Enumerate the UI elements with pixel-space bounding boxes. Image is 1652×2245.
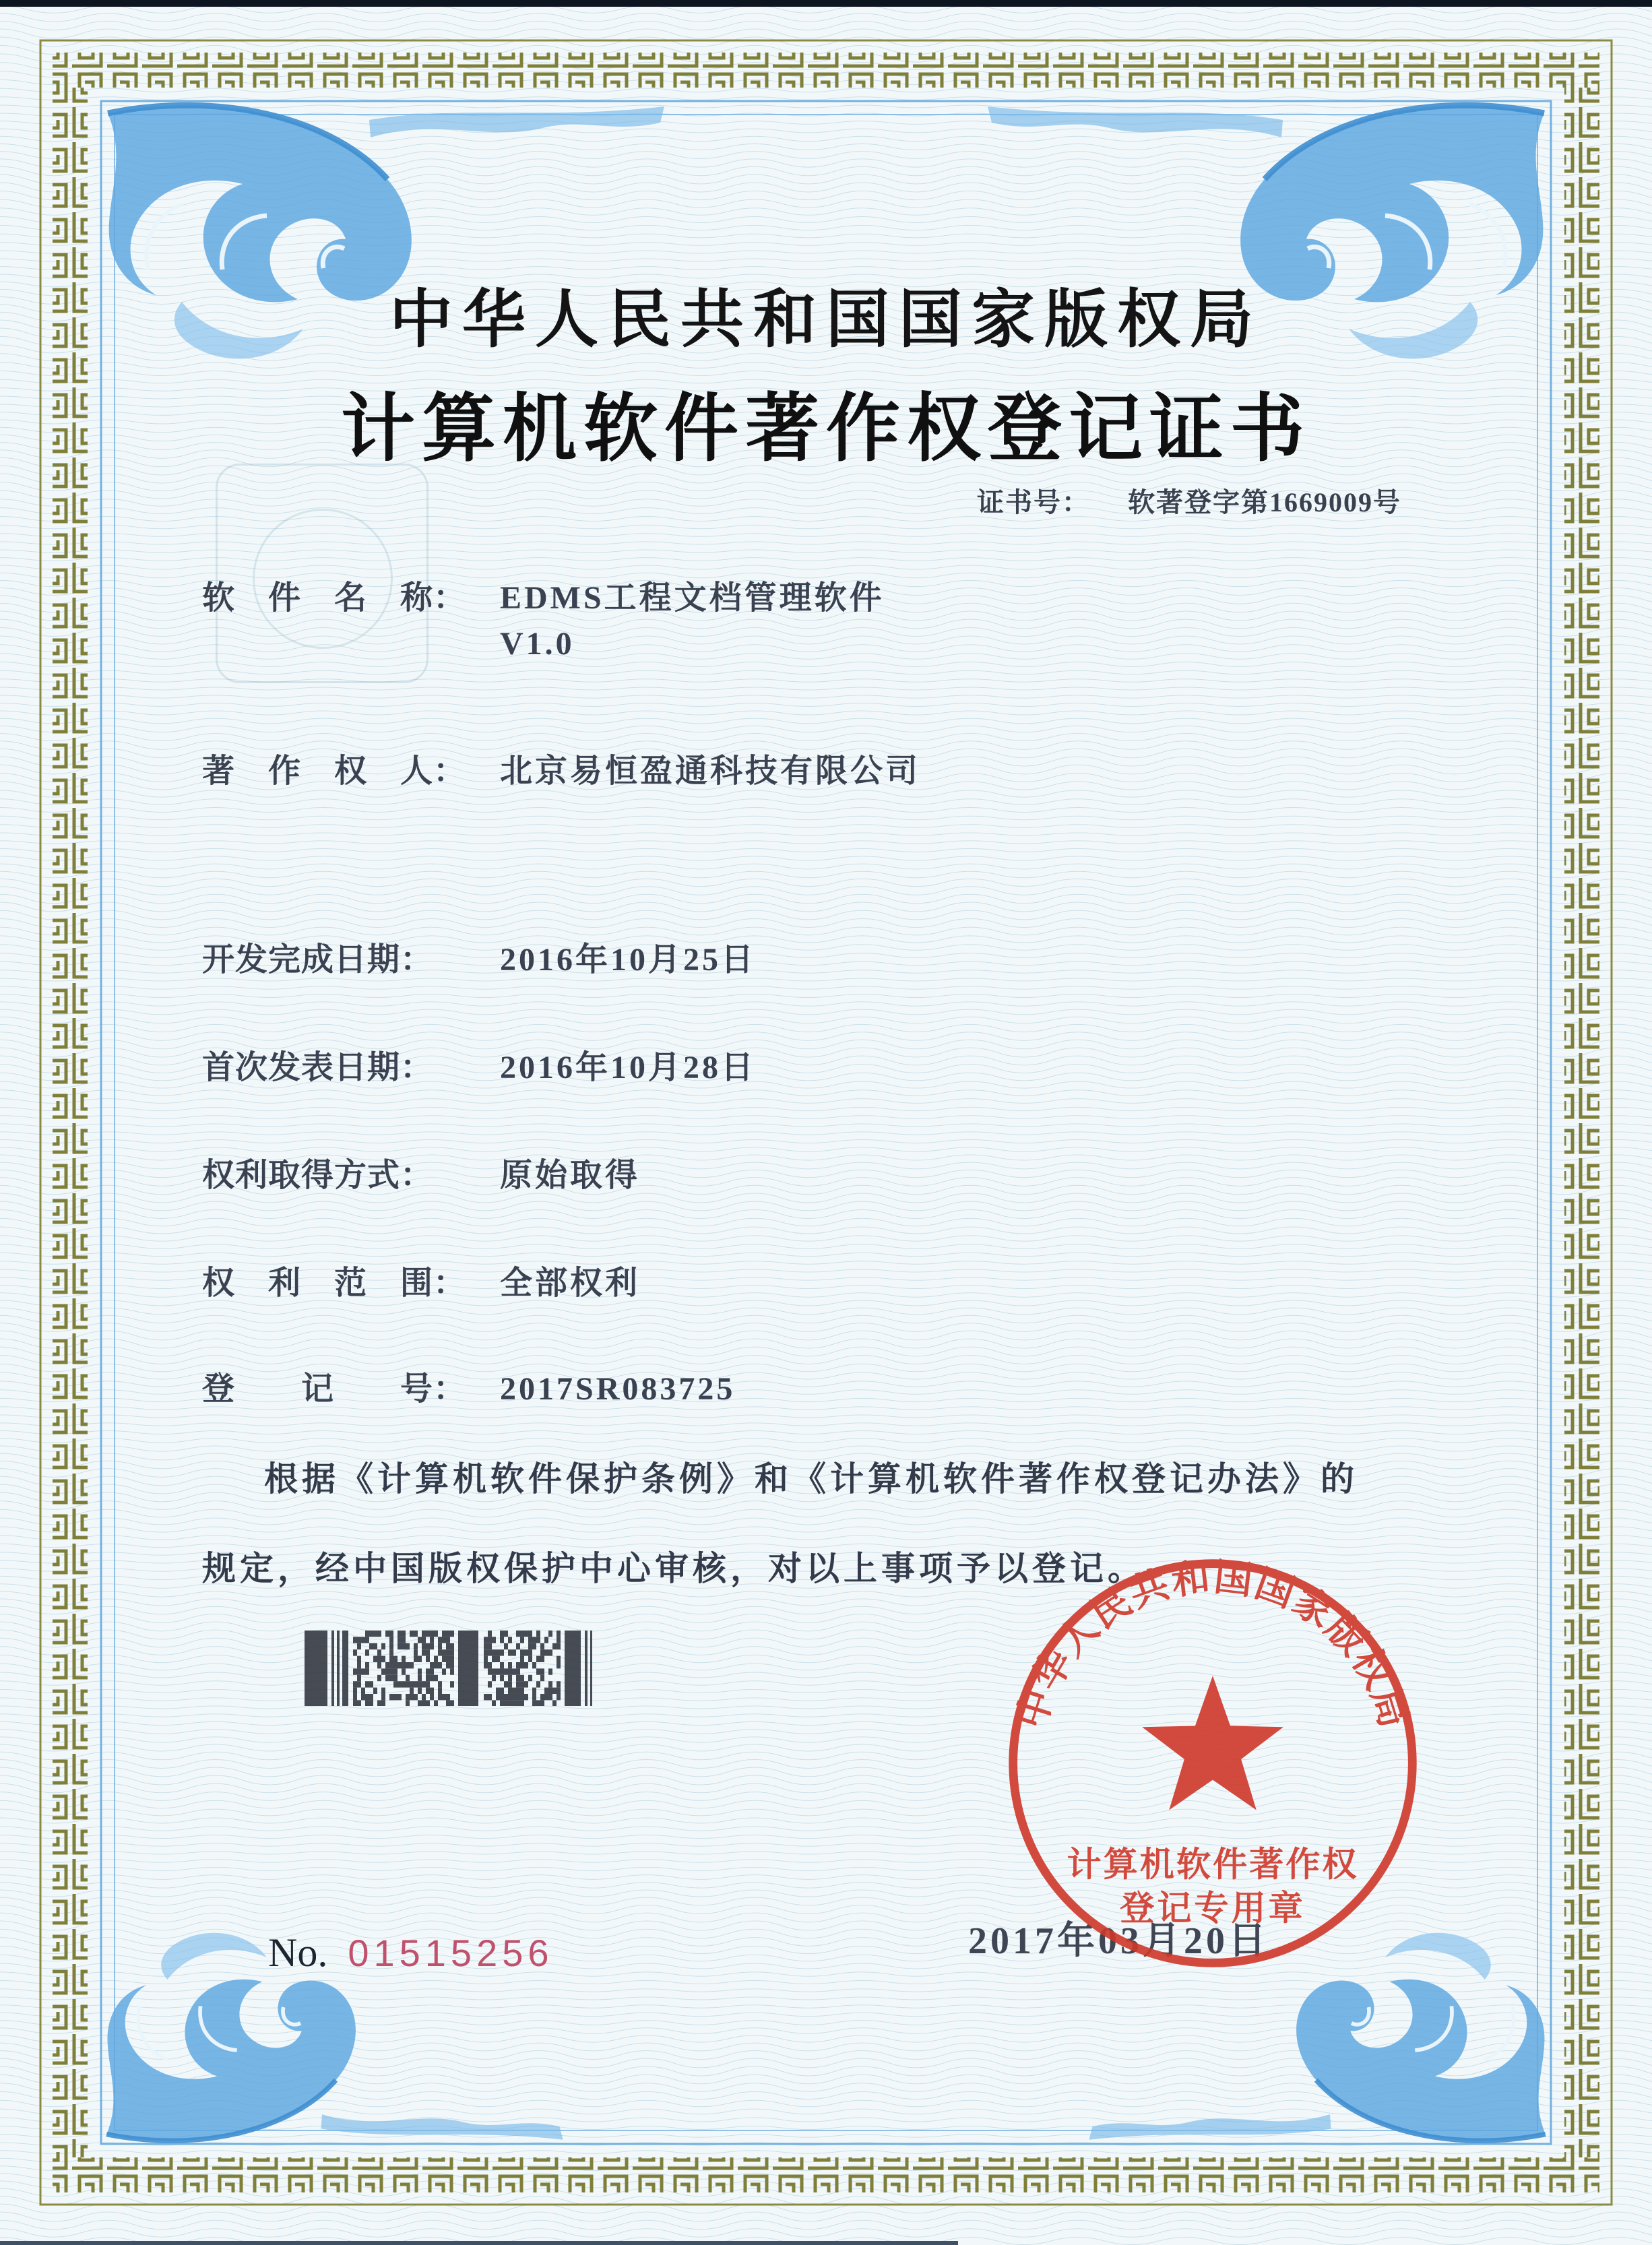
field-row-rights-scope	[202, 1257, 640, 1303]
field-label: 著 作 权 人：	[202, 753, 467, 789]
seal-star	[1142, 1676, 1283, 1810]
official-red-seal	[1000, 1551, 1425, 1975]
field-label: 开发完成日期：	[202, 942, 434, 978]
field-value: 全部权利	[500, 1265, 641, 1301]
serial-prefix: No.	[268, 1930, 328, 1975]
field-row-first-publish-date	[202, 1041, 756, 1087]
issue-date: 2017年03月20日	[968, 1920, 1269, 1962]
authority-title: 中华人民共和国国家版权局	[389, 285, 1263, 355]
field-label: 权 利 范 围：	[202, 1265, 467, 1301]
field-value-version: V1.0	[500, 626, 575, 662]
statement-line-2: 规定，经中国版权保护中心审核，对以上事项予以登记。	[202, 1550, 1145, 1587]
field-label: 首次发表日期：	[202, 1050, 434, 1085]
field-row-software-name	[202, 571, 885, 618]
serial-number-line	[268, 1930, 554, 1976]
seal-text-line1: 计算机软件著作权	[1067, 1845, 1359, 1885]
barcode-2d	[305, 1631, 593, 1706]
statement-line-1: 根据《计算机软件保护条例》和《计算机软件著作权登记办法》的	[264, 1460, 1358, 1498]
serial-number: 01515256	[348, 1932, 554, 1974]
scan-edge-top	[0, 0, 1652, 7]
field-label: 登 记 号：	[202, 1371, 467, 1407]
field-value: 2016年10月25日	[500, 942, 757, 978]
scan-edge-bottom	[0, 2241, 958, 2245]
field-label: 权利取得方式：	[202, 1158, 434, 1193]
certificate-number-line	[977, 481, 1401, 519]
field-label: 软 件 名 称：	[202, 580, 467, 616]
field-value: 北京易恒盈通科技有限公司	[500, 753, 921, 789]
field-value: EDMS工程文档管理软件	[500, 580, 885, 616]
certificate-title: 计算机软件著作权登记证书	[341, 388, 1311, 470]
seal-arc-text: 中华人民共和国国家版权局	[1010, 1556, 1416, 1734]
certificate-number-value: 软著登字第1669009号	[1128, 487, 1401, 517]
field-row-copyright-holder	[202, 745, 920, 791]
certificate-number-label: 证书号：	[977, 487, 1090, 517]
field-row-rights-acquisition	[202, 1149, 640, 1195]
seal-text-line2: 登记专用章	[1120, 1889, 1306, 1928]
field-value: 2017SR083725	[500, 1371, 736, 1407]
field-row-dev-complete-date	[202, 933, 756, 980]
field-row-registration-number	[202, 1362, 735, 1409]
field-value: 2016年10月28日	[500, 1050, 757, 1085]
field-value: 原始取得	[500, 1158, 641, 1193]
